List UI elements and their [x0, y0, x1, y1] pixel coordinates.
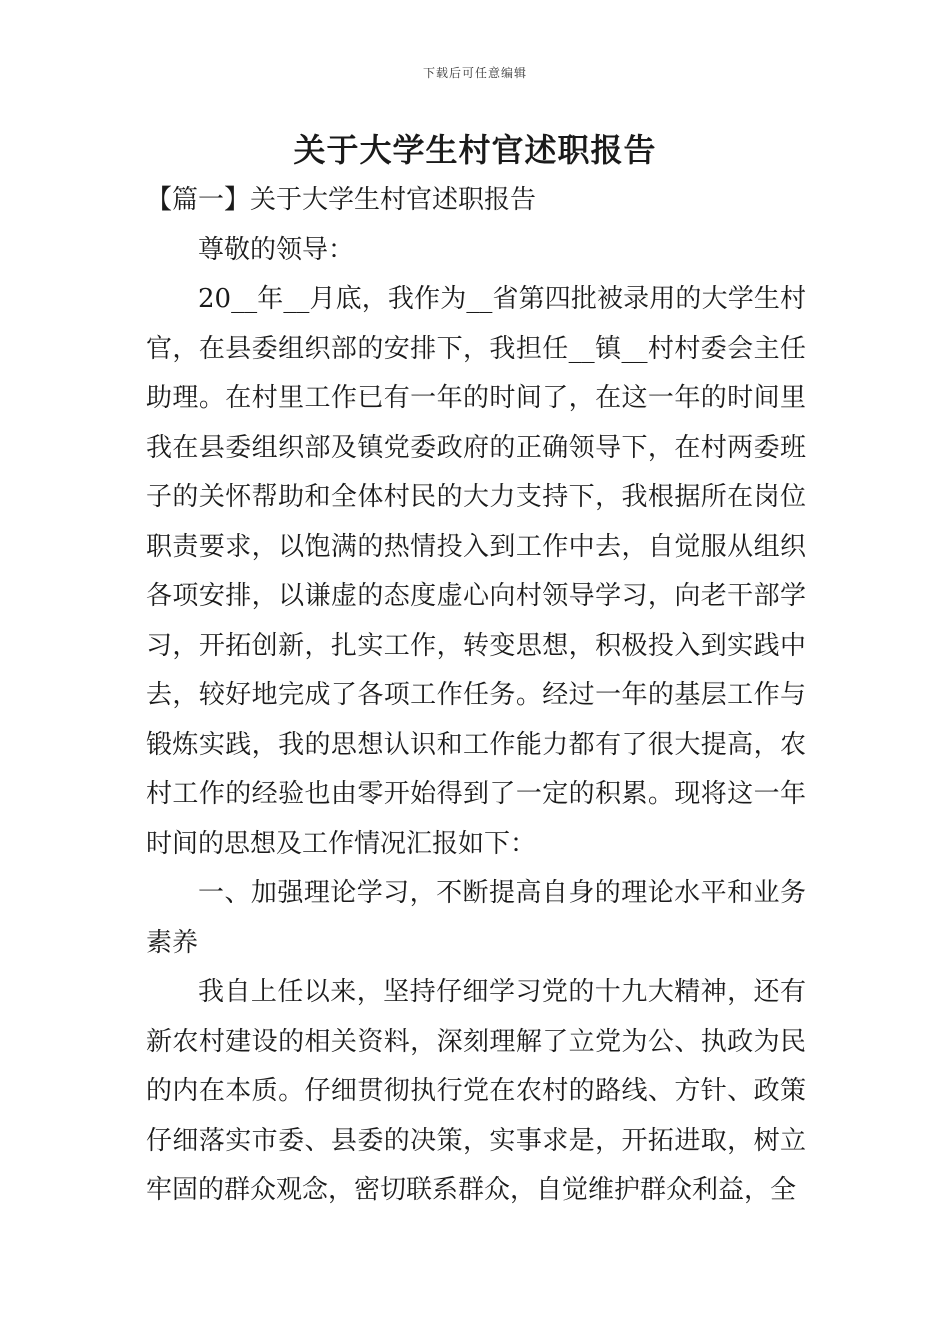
header-note: 下载后可任意编辑	[422, 66, 527, 80]
document-body	[146, 176, 806, 1216]
paragraph-study: 我自上任以来，坚持仔细学习党的十九大精神，还有新农村建设的相关资料，深刻理解了立党为公、执政为民的内在本质。仔细贯彻执行党在农村的路线、方针、政策仔细落实市委、县委的决策，实事求是，开拓进取，树立牢固的群众观念，密切联系群众，自觉维护群众利益，全	[146, 977, 806, 1205]
salutation: 尊敬的领导：	[198, 234, 355, 265]
paragraph-intro: 20__年__月底，我作为__省第四批被录用的大学生村官，在县委组织部的安排下，我担任__镇__村村委会主任助理。在村里工作已有一年的时间了，在这一年的时间里我在县委组织部及镇党委政府的正确领导下，在村两委班子的关怀帮助和全体村民的大力支持下，我根据所在岗位职责要求，以饱满的热情投入到工作中去，自觉服从组织各项安排，以谦虚的态度虚心向村领导学习，向老干部学习，开拓创新，扎实工作，转变思想，积极投入到实践中去，较好地完成了各项工作任务。经过一年的基层工作与锻炼实践，我的思想认识和工作能力都有了很大提高，农村工作的经验也由零开始得到了一定的积累。现将这一年时间的思想及工作情况汇报如下：	[146, 284, 806, 859]
paragraph-heading-one: 一、加强理论学习，不断提高自身的理论水平和业务素养	[146, 878, 806, 958]
document-title: 关于大学生村官述职报告	[293, 131, 657, 169]
section-heading: 【篇一】关于大学生村官述职报告	[146, 185, 537, 215]
